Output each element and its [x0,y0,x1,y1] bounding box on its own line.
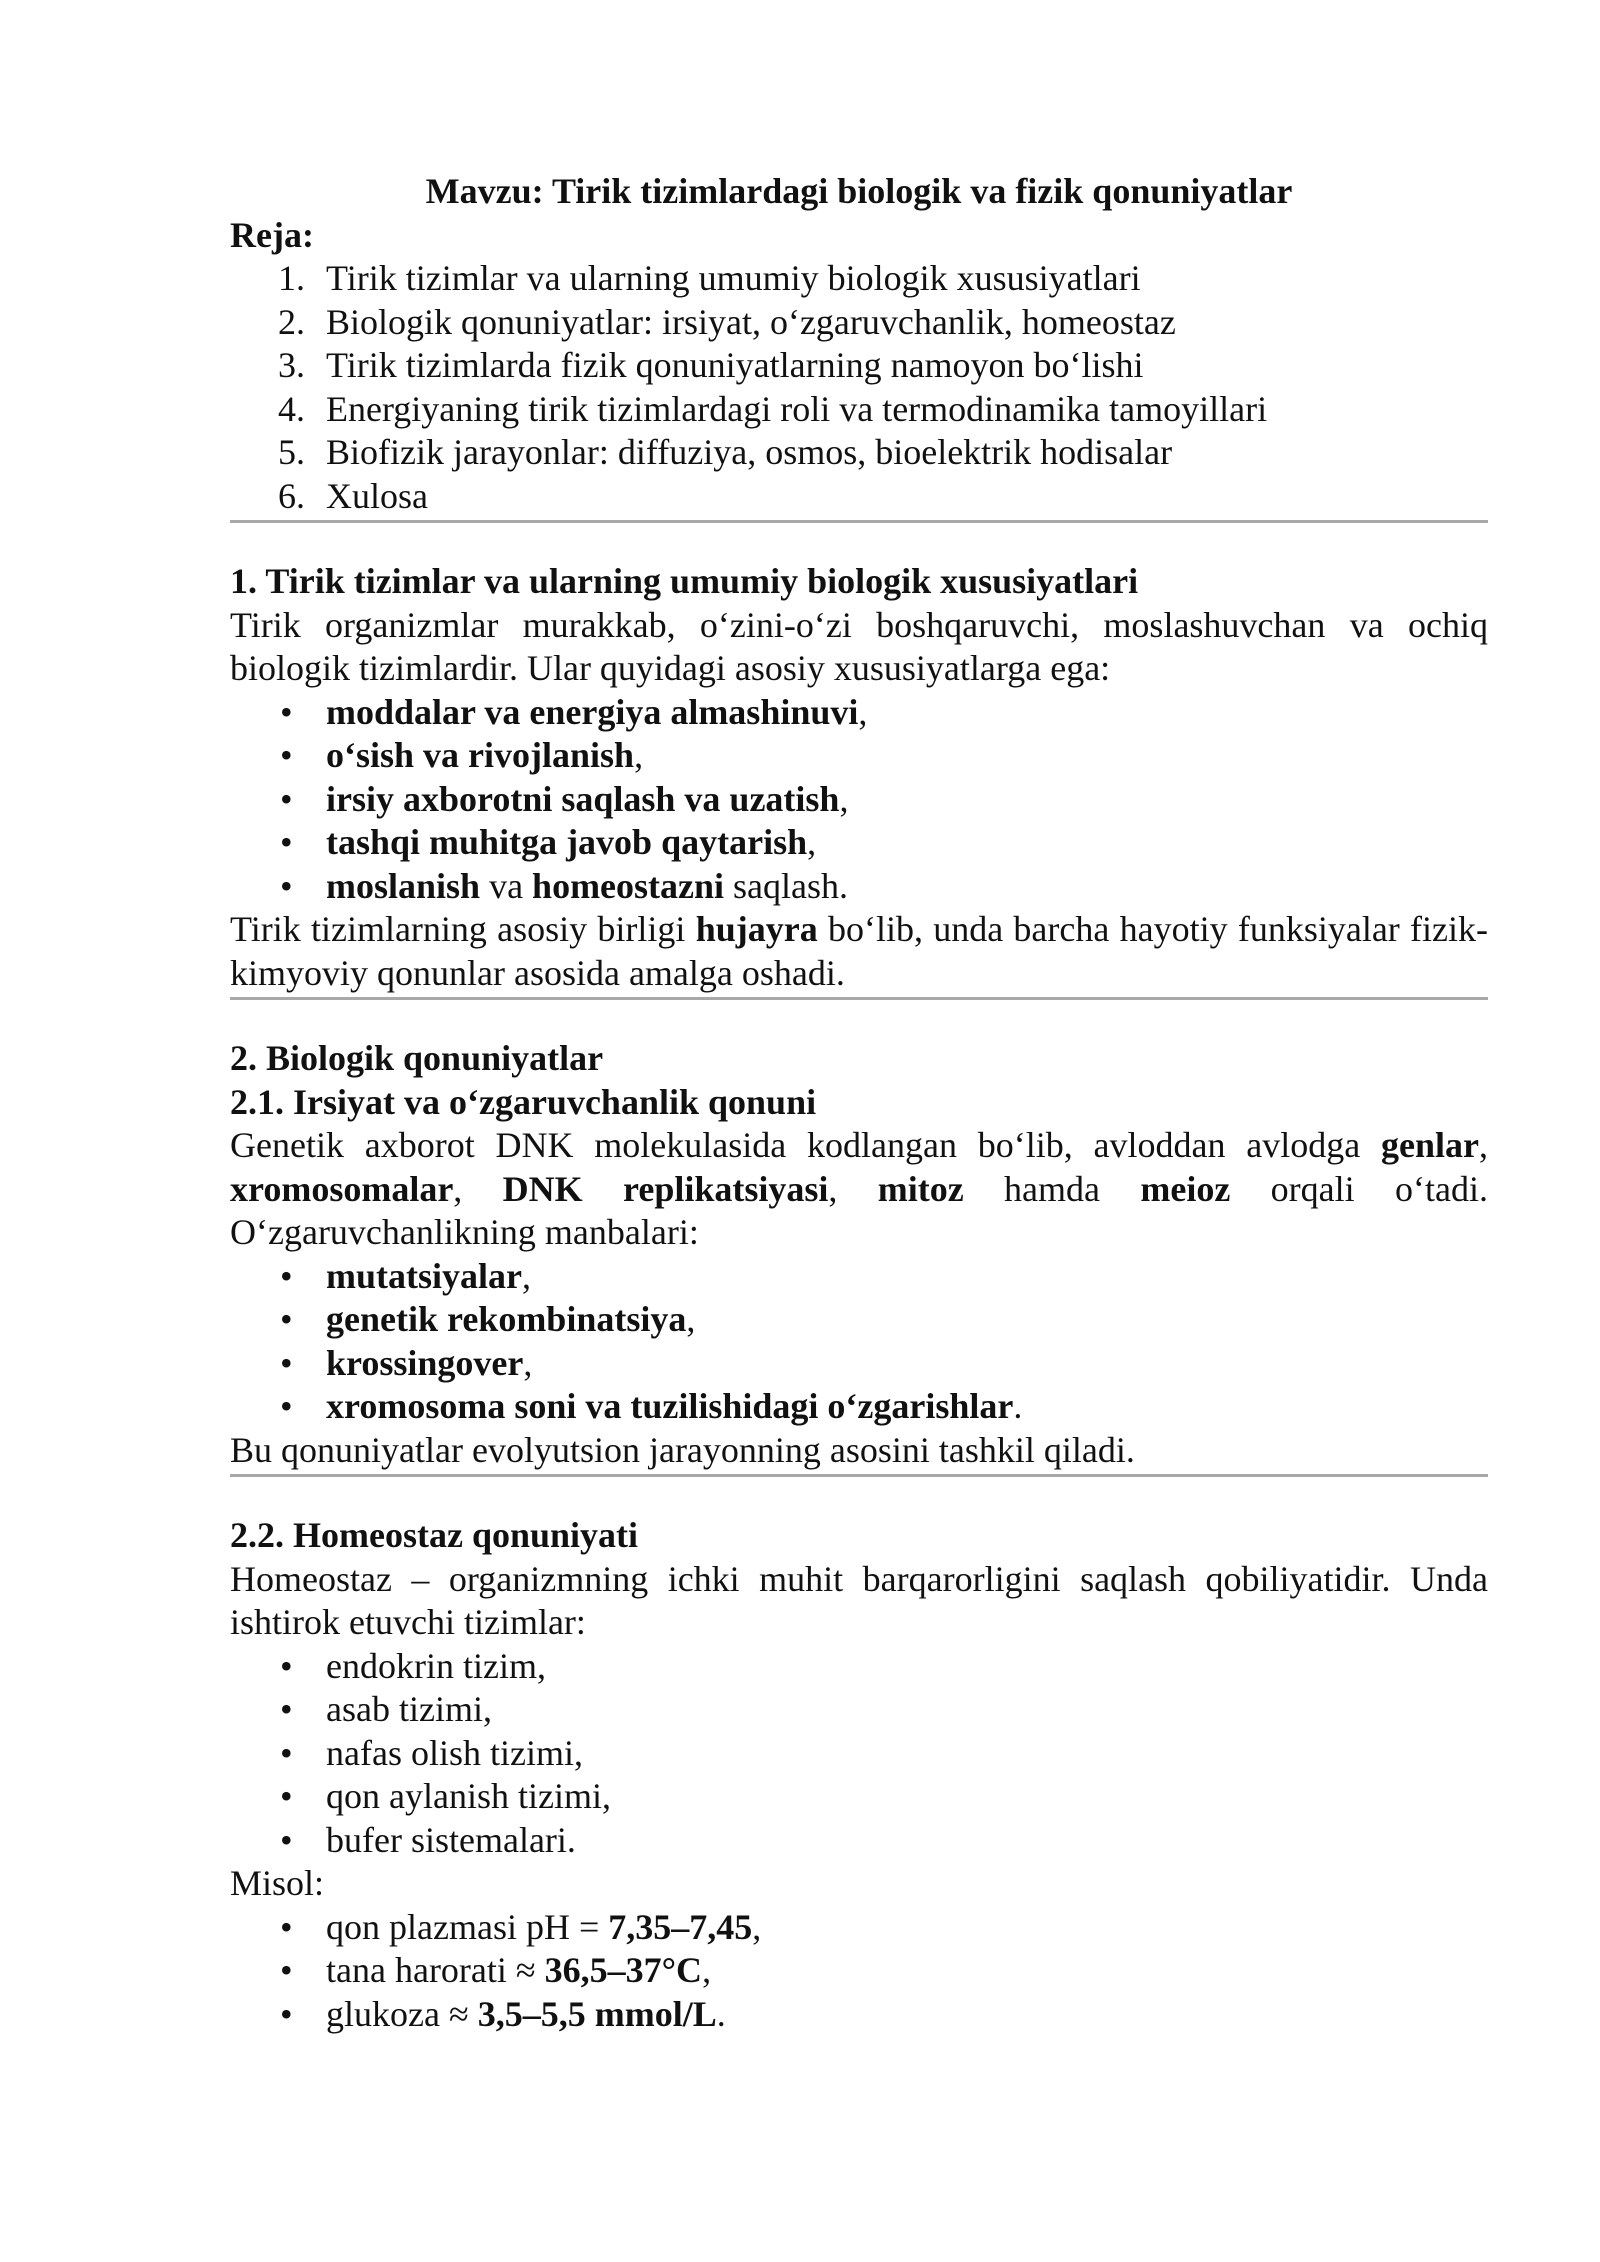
section-intro: Homeostaz – organizmning ichki muhit barqarorligini saqlash qobiliyatidir. Unda ishtirok etuvchi tizimlar: [230,1558,1488,1642]
plan-item-number: 6. [278,475,305,516]
plan-item-text: Biofizik jarayonlar: diffuziya, osmos, bioelektrik hodisalar [326,432,1173,472]
list-item: • irsiy axborotni saqlash va uzatish, [230,778,1488,822]
list-item: • tana harorati ≈ 36,5–37°C, [230,1949,1488,1993]
bullet-icon: • [280,1299,293,1339]
plan-item [230,301,1488,345]
list-item: • mutatsiyalar, [230,1255,1488,1299]
bullet-icon: • [280,1255,293,1296]
bullet-icon: • [280,1993,293,2034]
bullet-icon: • [280,1386,293,1426]
plan-item-number: 5. [278,432,305,472]
list-item: • endokrin tizim, [230,1645,1488,1689]
plan-label: Reja: [230,214,314,255]
bullet-icon: • [280,1950,293,1990]
section-divider [230,997,1488,1000]
section-closing: Tirik tizimlarning asosiy birligi hujayra bo‘lib, unda barcha hayotiy funksiyalar fizik-kimyoviy qonunlar asosida amalga oshadi. [230,909,1488,993]
bullet-icon: • [280,691,293,732]
list-item: • moddalar va energiya almashinuvi, [230,691,1488,735]
example-label: Misol: [230,1863,325,1903]
document-title: Mavzu: Tirik tizimlardagi biologik va fizik qonuniyatlar [425,171,1293,211]
list-item: • genetik rekombinatsiya, [230,1298,1488,1342]
section-closing: Bu qonuniyatlar evolyutsion jarayonning asosini tashkil qiladi. [230,1429,1135,1470]
homeostasis-systems-list [230,1645,1488,1863]
plan-item-text: Tirik tizimlar va ularning umumiy biologik xususiyatlari [326,258,1141,298]
bullet-icon: • [280,778,293,819]
bullet-icon: • [280,1732,293,1773]
section-heading: 2. Biologik qonuniyatlar [230,1038,604,1078]
list-item: • bufer sistemalari. [230,1819,1488,1863]
plan-item-text: Tirik tizimlarda fizik qonuniyatlarning namoyon bo‘lishi [326,345,1144,385]
variability-sources-list [230,1255,1488,1429]
bullet-icon: • [280,1819,293,1860]
bullet-icon: • [280,735,293,775]
plan-item-number: 3. [278,345,305,385]
list-item: • qon plazmasi pH = 7,35–7,45, [230,1906,1488,1950]
list-item: • krossingover, [230,1342,1488,1386]
list-item: • qon aylanish tizimi, [230,1775,1488,1819]
section-heading: 1. Tirik tizimlar va ularning umumiy biologik xususiyatlari [230,561,1139,601]
plan-item-text: Energiyaning tirik tizimlardagi roli va termodinamika tamoyillari [326,388,1268,429]
bullet-icon: • [280,1342,293,1383]
bullet-icon: • [280,1689,293,1729]
plan-item-number: 4. [278,388,305,429]
plan-item-number: 1. [278,258,305,298]
property-list [230,691,1488,909]
document-body [230,170,1488,2036]
list-item: • nafas olish tizimi, [230,1732,1488,1776]
plan-item [230,344,1488,388]
plan-item [230,257,1488,301]
bullet-icon: • [280,1645,293,1686]
section-divider [230,520,1488,523]
list-item: • moslanish va homeostazni saqlash. [230,865,1488,909]
list-item: • asab tizimi, [230,1688,1488,1732]
plan-item [230,431,1488,475]
plan-list [230,257,1488,518]
example-list [230,1906,1488,2037]
list-item: • xromosoma soni va tuzilishidagi o‘zgarishlar. [230,1385,1488,1429]
plan-item [230,475,1488,519]
bullet-icon: • [280,1906,293,1947]
section-divider [230,1474,1488,1477]
section-intro: Tirik organizmlar murakkab, o‘zini-o‘zi boshqaruvchi, moslashuvchan va ochiq biologik tizimlardir. Ular quyidagi asosiy xususiyatlarga ega: [230,604,1488,688]
list-item: • o‘sish va rivojlanish, [230,734,1488,778]
plan-item-text: Xulosa [326,475,428,516]
bullet-icon: • [280,865,293,906]
list-item: • tashqi muhitga javob qaytarish, [230,821,1488,865]
subsection-heading: 2.1. Irsiyat va o‘zgaruvchanlik qonuni [230,1081,817,1122]
subsection-heading: 2.2. Homeostaz qonuniyati [230,1515,639,1555]
bullet-icon: • [280,1776,293,1816]
bullet-icon: • [280,822,293,862]
plan-item-number: 2. [278,301,305,342]
plan-item-text: Biologik qonuniyatlar: irsiyat, o‘zgaruvchanlik, homeostaz [326,301,1176,342]
section-paragraph: Genetik axborot DNK molekulasida kodlangan bo‘lib, avloddan avlodga genlar, xromosomalar, DNK replikatsiyasi, mitoz hamda meioz orqali o‘tadi. O‘zgaruvchanlikning manbalari: [230,1125,1488,1252]
plan-item [230,388,1488,432]
list-item: • glukoza ≈ 3,5–5,5 mmol/L. [230,1993,1488,2037]
